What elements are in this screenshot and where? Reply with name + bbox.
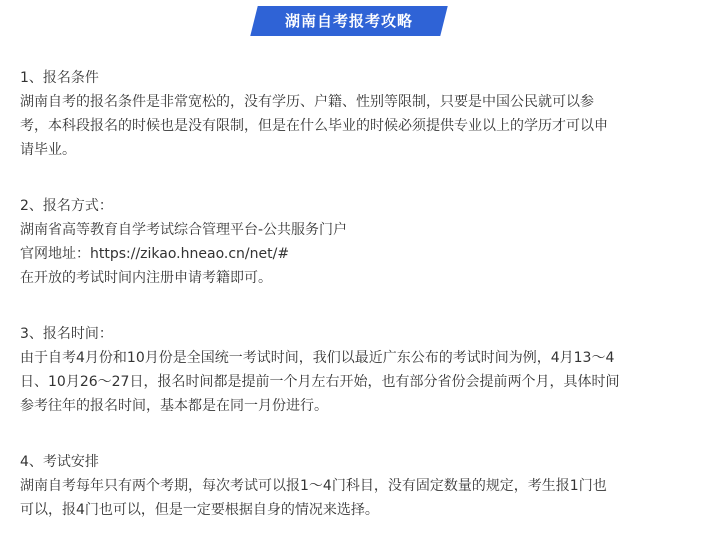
- paragraph-line: 由于自考4月份和10月份是全国统一考试时间，我们以最近广东公布的考试时间为例，4月13～4: [20, 350, 615, 366]
- paragraph-line: 可以，报4门也可以，但是一定要根据自身的情况来选择。: [20, 502, 379, 518]
- title-banner: [0, 6, 702, 36]
- paragraph-line: 请毕业。: [20, 142, 76, 158]
- article-body: [20, 66, 690, 522]
- paragraph-line: 参考往年的报名时间，基本都是在同一月份进行。: [20, 398, 328, 414]
- paragraph-line: 日、10月26～27日，报名时间都是提前一个月左右开始，也有部分省份会提前两个月，具体时间: [20, 374, 620, 390]
- section-heading: 3、报名时间：: [20, 326, 113, 342]
- paragraph-line: 湖南自考每年只有两个考期，每次考试可以报1～4门科目，没有固定数量的规定，考生报1门也: [20, 478, 607, 494]
- section-registration-time: [20, 322, 690, 418]
- section-heading: 1、报名条件: [20, 70, 99, 86]
- section-registration-method: [20, 194, 690, 290]
- official-site-line: 官网地址：https://zikao.hneao.cn/net/#: [20, 246, 290, 262]
- section-registration-conditions: [20, 66, 690, 162]
- paragraph-line: 在开放的考试时间内注册申请考籍即可。: [20, 270, 272, 286]
- section-heading: 2、报名方式：: [20, 198, 113, 214]
- paragraph-line: 湖南省高等教育自学考试综合管理平台-公共服务门户: [20, 222, 348, 238]
- section-exam-arrangement: [20, 450, 690, 522]
- page-title: 湖南自考报考攻略: [284, 12, 413, 30]
- section-heading: 4、考试安排: [20, 454, 99, 470]
- paragraph-line: 湖南自考的报名条件是非常宽松的，没有学历、户籍、性别等限制，只要是中国公民就可以参: [20, 94, 594, 110]
- paragraph-line: 考，本科段报名的时候也是没有限制，但是在什么毕业的时候必须提供专业以上的学历才可以申: [20, 118, 608, 134]
